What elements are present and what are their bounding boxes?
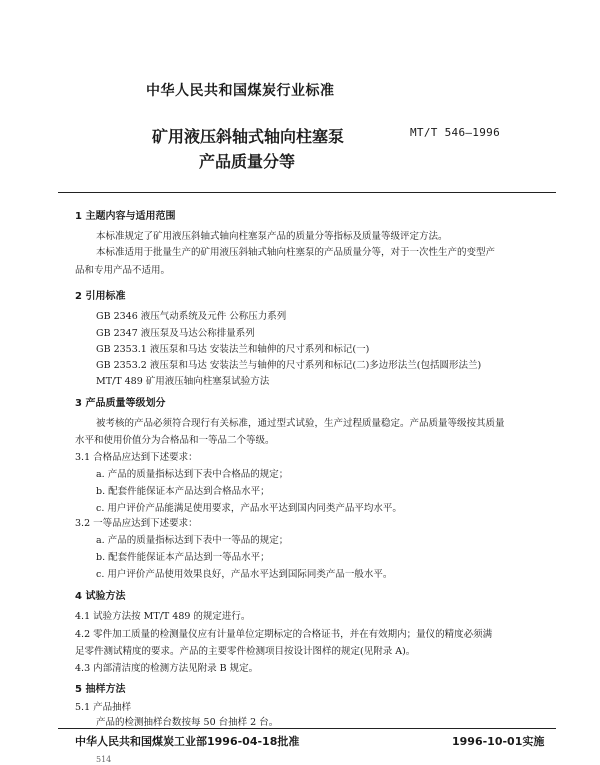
section-1-paragraph-2-line2: 品和专用产品不适用。 <box>75 265 171 276</box>
document-title-line1: 矿用液压斜轴式轴向柱塞泵 <box>152 127 345 146</box>
footer-divider <box>58 728 556 729</box>
clause-5-1: 5.1 产品抽样 <box>75 702 132 713</box>
clause-4-1: 4.1 试验方法按 MT/T 489 的规定进行。 <box>75 611 251 622</box>
section-3-paragraph-line1: 被考核的产品必须符合现行有关标准，通过型式试验，生产过程质量稳定。产品质量等级按其质量 <box>96 418 505 429</box>
section-2-heading: 2 引用标准 <box>75 291 126 302</box>
implementation-date: 1996-10-01实施 <box>452 735 545 748</box>
approval-line: 中华人民共和国煤炭工业部1996-04-18批准 <box>75 735 300 748</box>
section-1-paragraph-2-line1: 本标准适用于批量生产的矿用液压斜轴式轴向柱塞泵的产品质量分等，对于一次性生产的变型产 <box>96 247 496 258</box>
standard-code: MT/T 546—1996 <box>410 126 500 139</box>
clause-3-1-item: b. 配套件能保证本产品达到合格品水平； <box>96 486 270 497</box>
clause-3-1: 3.1 合格品应达到下述要求： <box>75 452 198 463</box>
standard-category: 中华人民共和国煤炭行业标准 <box>146 83 335 99</box>
clause-3-2-item: a. 产品的质量指标达到下表中一等品的规定； <box>96 535 289 546</box>
reference-item: GB 2353.2 液压泵和马达 安装法兰与轴伸的尺寸系列和标记(二)多边形法兰(包括圆形法兰) <box>96 360 482 371</box>
page-number: 514 <box>96 755 112 764</box>
reference-item: GB 2346 液压气动系统及元件 公称压力系列 <box>96 311 287 322</box>
header-divider <box>58 192 556 193</box>
section-3-paragraph-line2: 水平和使用价值分为合格品和一等品二个等级。 <box>75 435 275 446</box>
section-4-heading: 4 试验方法 <box>75 591 126 602</box>
clause-4-2-line2: 足零件测试精度的要求。产品的主要零件检测项目按设计图样的规定(见附录 A)。 <box>75 646 416 657</box>
clause-3-2: 3.2 一等品应达到下述要求： <box>75 518 198 529</box>
section-1-heading: 1 主题内容与适用范围 <box>75 211 176 222</box>
section-5-heading: 5 抽样方法 <box>75 684 126 695</box>
clause-4-3: 4.3 内部清洁度的检测方法见附录 B 规定。 <box>75 663 259 674</box>
section-5-paragraph: 产品的检测抽样台数按每 50 台抽样 2 台。 <box>96 717 279 728</box>
clause-3-2-item: c. 用户评价产品使用效果良好，产品水平达到国际同类产品一般水平。 <box>96 569 393 580</box>
clause-3-1-item: a. 产品的质量指标达到下表中合格品的规定； <box>96 469 289 480</box>
document-title-line2: 产品质量分等 <box>199 152 296 171</box>
section-3-heading: 3 产品质量等级划分 <box>75 398 166 409</box>
clause-3-2-item: b. 配套件能保证本产品达到一等品水平； <box>96 552 270 563</box>
reference-item: GB 2353.1 液压泵和马达 安装法兰和轴伸的尺寸系列和标记(一) <box>96 344 370 355</box>
reference-item: GB 2347 液压泵及马达公称排量系列 <box>96 328 255 339</box>
section-1-paragraph-1: 本标准规定了矿用液压斜轴式轴向柱塞泵产品的质量分等指标及质量等级评定方法。 <box>96 231 448 242</box>
reference-item: MT/T 489 矿用液压轴向柱塞泵试验方法 <box>96 376 270 387</box>
clause-4-2-line1: 4.2 零件加工质量的检测量仪应有计量单位定期标定的合格证书，并在有效期内；量仪的精度必须满 <box>75 629 493 640</box>
clause-3-1-item: c. 用户评价产品能满足使用要求，产品水平达到国内同类产品平均水平。 <box>96 503 402 514</box>
